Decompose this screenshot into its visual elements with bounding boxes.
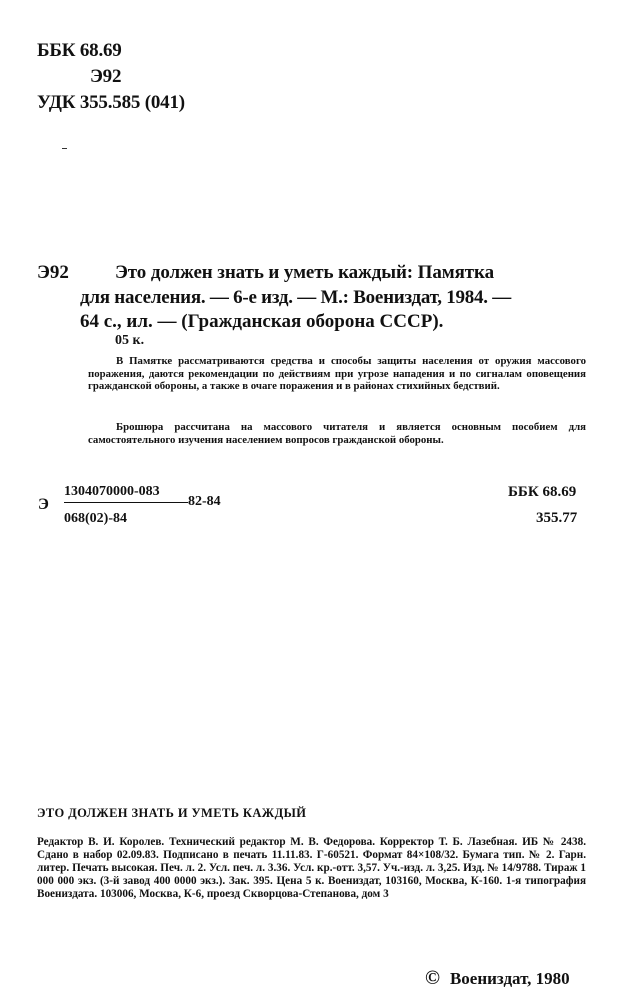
bbk-right: ББК 68.69 [508, 484, 577, 500]
price-code: 05 к. [115, 333, 145, 348]
bbk-right-secondary: 355.77 [536, 510, 578, 526]
entry-line-3: 64 с., ил. — (Гражданская оборона СССР). [80, 311, 444, 332]
stray-mark [62, 148, 67, 149]
index-denominator: 068(02)-84 [64, 511, 127, 526]
udk-code: УДК 355.585 (041) [37, 92, 185, 113]
author-mark: Э92 [90, 66, 122, 87]
entry-author-mark: Э92 [37, 262, 69, 283]
entry-line-2: для населения. — 6-е изд. — М.: Воениздат, 1984. — [80, 287, 512, 308]
book-title-caps: ЭТО ДОЛЖЕН ЗНАТЬ И УМЕТЬ КАЖДЫЙ [37, 806, 307, 820]
imprint-text: Редактор В. И. Королев. Технический редактор М. В. Федорова. Корректор Т. Б. Лазебная. ИБ № 2438. Сдано в набор 02.09.83. Подписано в печать 11.11.83. Г-60521. Формат 84×108/32. Бумага тип. № 2. Гарн. литер. Печать высокая. Печ. л. 2. Усл. печ. л. 3.36. Усл. кр.-отт. 3,57. Уч.-изд. л. 3,25. Изд. № 14/9788. Тираж 1 000 000 экз. (3-й завод 400 0000 экз.). Зак. 395. Цена 5 к. Воениздат, 103160, Москва, К-160. 1-я типография Воениздата. 103006, Москва, К-6, проезд Скворцова-Степанова, дом 3 [37, 836, 586, 900]
index-prefix: Э [38, 496, 49, 513]
index-numerator: 1304070000-083 [64, 484, 160, 499]
entry-line-1: Это должен знать и уметь каждый: Памятка [115, 262, 494, 283]
index-suffix: 82-84 [188, 494, 221, 509]
copyright-icon: © [425, 967, 440, 989]
bbk-code: ББК 68.69 [37, 40, 122, 61]
copyright-line [425, 967, 570, 990]
annotation-paragraph-1: В Памятке рассматриваются средства и способы защиты населения от оружия массового поражения, даются рекомендации по действиям при угрозе нападения и по сигналам оповещения гражданской обороны, а также в очаге поражения и в районах стихийных бедствий. [88, 355, 586, 392]
copyright-text: Воениздат, 1980 [449, 969, 570, 988]
annotation-paragraph-2: Брошюра рассчитана на массового читателя и является основным пособием для самостоятельного изучения населением вопросов гражданской обороны. [88, 421, 586, 446]
fraction-bar [64, 502, 188, 503]
